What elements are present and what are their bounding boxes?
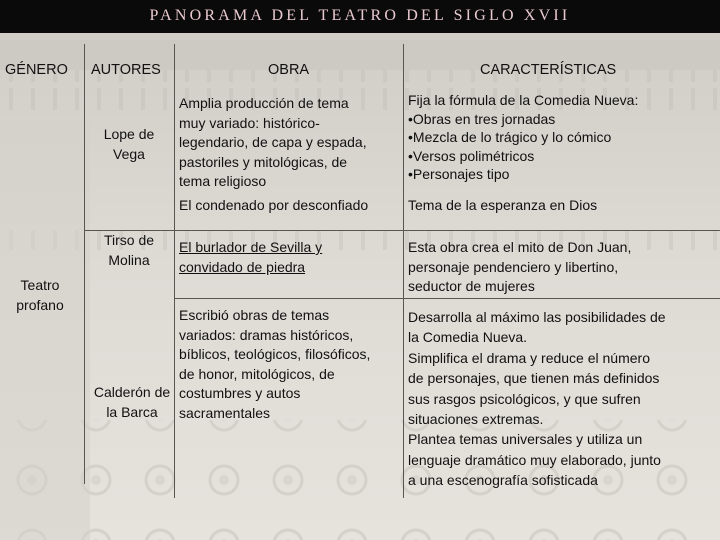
- caracteristica-line: Simplifica el drama y reduce el número: [408, 349, 650, 366]
- caracteristica-line: •Mezcla de lo trágico y lo cómico: [408, 129, 612, 146]
- column-divider: [84, 44, 85, 484]
- caracteristica-el-condenado: Tema de la esperanza en Dios: [408, 197, 598, 213]
- caracteristica-line: a una escenografía sofisticada: [408, 472, 598, 489]
- column-divider: [174, 44, 175, 498]
- caracteristica-line: de personajes, que tienen más definidos: [408, 370, 660, 387]
- genre-cell: [0, 276, 80, 315]
- header-genero: GÉNERO: [5, 62, 68, 78]
- caracteristica-line: Plantea temas universales y utiliza un: [408, 431, 643, 448]
- obra-line: costumbres y autos: [179, 385, 301, 401]
- author-line: Lope de: [103, 126, 155, 142]
- caracteristica-line: lenguaje dramático muy elaborado, junto: [408, 451, 661, 468]
- author-calderon-de-la-barca: [88, 383, 176, 422]
- column-divider: [403, 44, 404, 498]
- caracteristica-line: seductor de mujeres: [408, 278, 535, 294]
- genre-line: profano: [16, 296, 64, 313]
- obra-el-condenado: El condenado por desconfiado: [179, 197, 369, 213]
- caracteristicas-tirso: [408, 238, 631, 297]
- author-line: Tirso de: [103, 232, 155, 248]
- caracteristicas-calderon: [408, 307, 666, 491]
- caracteristica-line: sus rasgos psicológicos, y que sufren: [408, 390, 641, 407]
- obra-line: Escribió obras de temas: [179, 307, 330, 323]
- genre-line: Teatro: [20, 277, 60, 293]
- caracteristica-line: personaje pendenciero y libertino,: [408, 258, 619, 275]
- row-divider: [174, 298, 720, 299]
- obra-line: El burlador de Sevilla y: [179, 239, 323, 255]
- obra-line: convidado de piedra: [179, 258, 306, 275]
- caracteristica-line: Fija la fórmula de la Comedia Nueva:: [408, 92, 639, 108]
- obra-line: muy variado: histórico-: [179, 114, 320, 131]
- obra-line: bíblicos, teológicos, filosóficos,: [179, 346, 371, 362]
- author-lope-de-vega: [90, 125, 168, 164]
- obra-line: pastoriles y mitológicas, de: [179, 153, 348, 170]
- header-caracteristicas: CARACTERÍSTICAS: [480, 62, 617, 78]
- caracteristica-line: la Comedia Nueva.: [408, 329, 528, 346]
- author-line: Molina: [108, 251, 150, 268]
- caracteristica-line: Esta obra crea el mito de Don Juan,: [408, 239, 632, 255]
- caracteristica-line: Desarrolla al máximo las posibilidades de: [408, 309, 666, 325]
- page-title: PANORAMA DEL TEATRO DEL SIGLO XVII: [0, 0, 720, 33]
- obra-line: de honor, mitológicos, de: [179, 365, 335, 382]
- author-line: Vega: [113, 145, 145, 162]
- caracteristicas-lope: [408, 91, 638, 184]
- obra-calderon: [179, 306, 370, 423]
- author-line: la Barca: [106, 403, 158, 420]
- obra-line: sacramentales: [179, 404, 271, 421]
- obra-line: legendario, de capa y espada,: [179, 134, 367, 150]
- caracteristica-line: •Obras en tres jornadas: [408, 110, 556, 127]
- obra-line: variados: dramas históricos,: [179, 326, 354, 343]
- obra-line: tema religioso: [179, 173, 267, 189]
- author-line: Calderón de: [93, 384, 171, 400]
- caracteristica-line: •Versos polimétricos: [408, 147, 535, 164]
- header-autores: AUTORES: [91, 62, 161, 78]
- obra-lope: [179, 94, 367, 192]
- obra-el-burlador: [179, 238, 322, 277]
- header-obra: OBRA: [268, 62, 310, 78]
- caracteristica-line: •Personajes tipo: [408, 166, 510, 183]
- caracteristica-line: situaciones extremas.: [408, 411, 544, 428]
- obra-line: Amplia producción de tema: [179, 95, 349, 111]
- row-divider: [84, 230, 720, 231]
- author-tirso-de-molina: [90, 231, 168, 270]
